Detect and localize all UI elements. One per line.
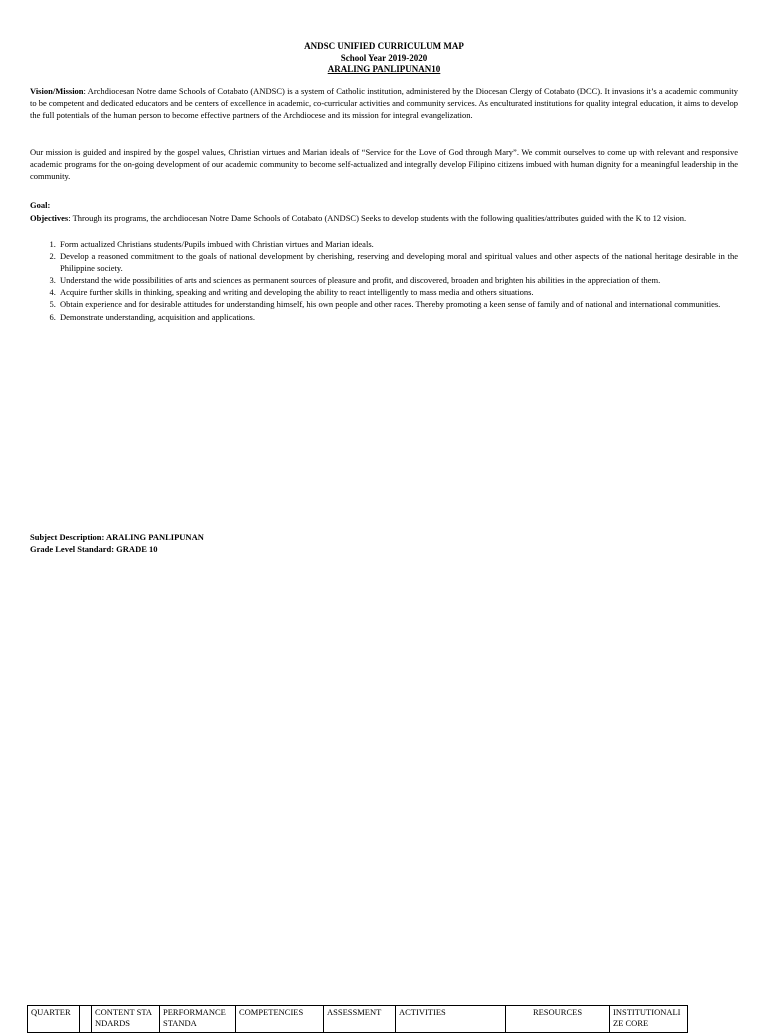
document-title: ANDSC UNIFIED CURRICULUM MAP — [304, 41, 464, 51]
objectives-list — [30, 238, 738, 323]
objective-item: 5. Obtain experience and for desirable attitudes for understanding himself, his own people and other races. Thereby promoting a keen sense of family and of national and international communities. — [58, 298, 738, 310]
objective-item: 3. Understand the wide possibilities of arts and sciences as permanent sources of pleasure and profit, and discovered, broaden and brighten his abilities in the appreciation of them. — [58, 274, 738, 286]
objective-item: 1. Form actualized Christians students/Pupils imbued with Christian virtues and Marian ideals. — [58, 238, 738, 250]
header-assessment: ASSESSMENT — [324, 1006, 396, 1033]
curriculum-map-table — [27, 1005, 688, 1033]
subject-heading: ARALING PANLIPUNAN10 — [327, 64, 441, 74]
objectives-intro: : Through its programs, the archdiocesan Notre Dame Schools of Cotabato (ANDSC) Seeks to develop students with the following qualities/attributes guided with the K to 12 vision. — [68, 213, 687, 223]
header-blank — [80, 1006, 92, 1033]
goal-label: Goal: — [30, 200, 51, 210]
table-header-row — [28, 1006, 688, 1033]
objective-item: 2. Develop a reasoned commitment to the goals of national development by cherishing, reserving and developing moral and spiritual values and other aspects of the national heritage desirable in the Philippine society. — [58, 250, 738, 274]
school-year: School Year 2019-2020 — [340, 53, 428, 63]
objective-item: 4. Acquire further skills in thinking, speaking and writing and developing the ability to react intelligently to mass media and others situations. — [58, 286, 738, 298]
objective-item: 6. Demonstrate understanding, acquisition and applications. — [58, 311, 738, 323]
header-activities: ACTIVITIES — [396, 1006, 506, 1033]
vision-label: Vision/Mission — [30, 86, 84, 96]
objectives-label: Objectives — [30, 213, 69, 223]
header-content-standards: CONTENT STANDARDS — [92, 1006, 160, 1033]
header-quarter: QUARTER — [28, 1006, 80, 1033]
header-resources: RESOURCES — [506, 1006, 610, 1033]
grade-level-standard: Grade Level Standard: GRADE 10 — [30, 544, 158, 554]
vision-text: : Archdiocesan Notre dame Schools of Cotabato (ANDSC) is a system of Catholic institution, administered by the Diocesan Clergy of Cotabato (DCC). It invasions it’s a academic community to be competent and dedicated educators and be centers of excellence in academic, co-curricular activities and community services. As enculturated institutions for quality integral education, it aims to develop the full potentials of the human person to become effective partners of the Archdiocese and its mission for integral evangelization. — [30, 86, 738, 121]
header-competencies: COMPETENCIES — [236, 1006, 324, 1033]
vision-paragraph — [30, 85, 738, 122]
header-performance-standards: PERFORMANCE STANDA — [160, 1006, 236, 1033]
header-institutionalize-core: INSTITUTIONALIZE CORE — [610, 1006, 688, 1033]
mission-paragraph: Our mission is guided and inspired by the gospel values, Christian virtues and Marian ideals of “Service for the Love of God through Mary”. We commit ourselves to come up with relevant and responsive academic programs for the on-going development of our academic community to become self-actualized and integrally develop Filipino citizens imbued with human dignity for a meaningful leadership in the community. — [30, 147, 738, 182]
objectives-paragraph — [30, 212, 738, 224]
subject-description: Subject Description: ARALING PANLIPUNAN — [30, 532, 204, 542]
